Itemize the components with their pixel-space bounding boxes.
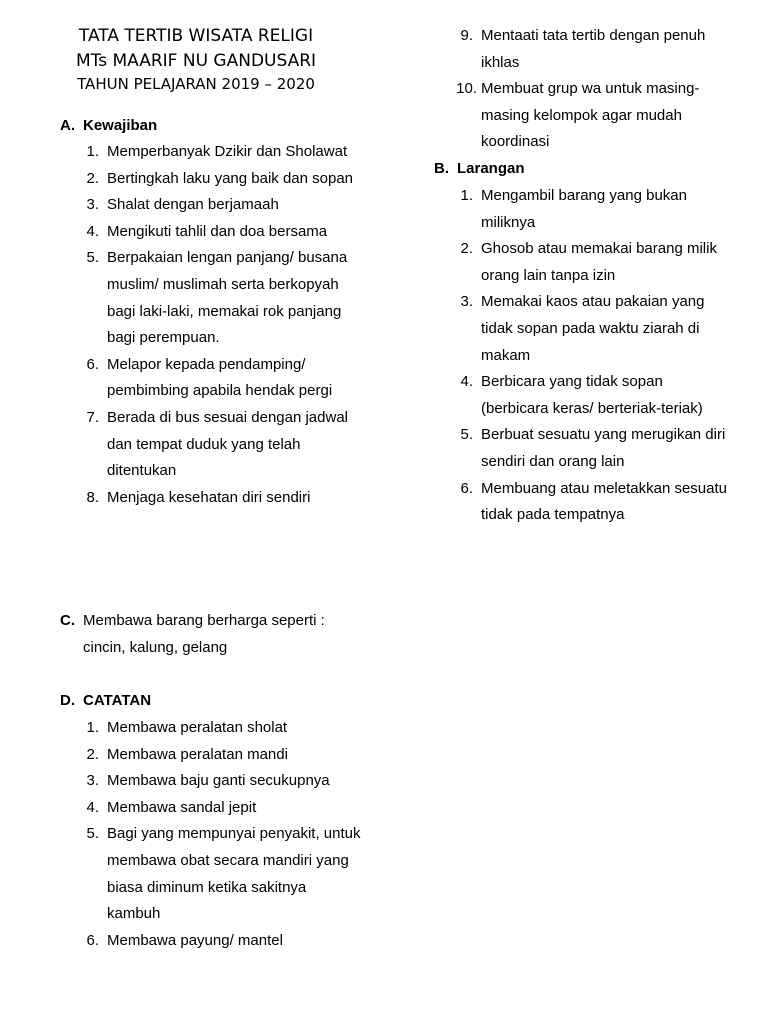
section-d-title: CATATAN — [83, 692, 152, 709]
item-number: 6. — [460, 479, 473, 497]
item-text: Bertingkah laku yang baik dan sopan — [107, 169, 354, 187]
item-number: 5. — [460, 426, 473, 444]
list-item — [83, 821, 363, 927]
list-item — [83, 139, 368, 166]
academic-year: TAHUN PELAJARAN 2019 – 2020 — [77, 75, 315, 93]
item-text: Membuang atau meletakkan sesuatu tidak pada tempatnya — [481, 479, 727, 524]
item-text: Memakai kaos atau pakaian yang tidak sopan pada waktu ziarah di makam — [481, 293, 705, 364]
item-text: Mengambil barang yang bukan miliknya — [481, 187, 687, 231]
item-number: 6. — [86, 931, 99, 949]
section-c-text: Membawa barang berharga seperti : cincin, kalung, gelang — [83, 612, 325, 656]
item-number: 2. — [86, 745, 99, 763]
item-number: 4. — [86, 798, 99, 816]
item-number: 3. — [86, 772, 99, 790]
section-b-list — [457, 183, 732, 529]
item-text: Memperbanyak Dzikir dan Sholawat — [107, 143, 348, 160]
item-text: Membawa payung/ mantel — [107, 931, 283, 949]
list-item — [83, 715, 363, 742]
list-item — [457, 476, 732, 529]
item-number: 6. — [86, 355, 99, 373]
item-number: 10. — [456, 80, 477, 98]
section-b-heading — [434, 156, 525, 183]
item-text: Bagi yang mempunyai penyakit, untuk membawa obat secara mandiri yang biasa diminum ketika sakitnya kambuh — [107, 825, 361, 923]
list-item — [457, 76, 719, 156]
section-b-title: Larangan — [457, 160, 525, 177]
list-item — [83, 219, 368, 246]
list-item — [83, 166, 368, 193]
item-number: 9. — [460, 27, 473, 44]
item-text: Membawa sandal jepit — [107, 798, 257, 816]
item-text: Berbuat sesuatu yang merugikan diri sendiri dan orang lain — [481, 426, 726, 470]
item-number: 1. — [86, 719, 99, 736]
item-number: 4. — [460, 373, 473, 391]
section-a-title: Kewajiban — [83, 117, 158, 134]
item-number: 4. — [86, 222, 99, 240]
list-item — [457, 369, 732, 422]
item-text: Ghosob atau memakai barang milik orang lain tanpa izin — [481, 240, 717, 284]
item-text: Membawa baju ganti secukupnya — [107, 772, 330, 790]
item-text: Mengikuti tahlil dan doa bersama — [107, 222, 328, 240]
section-a-letter: A. — [60, 117, 75, 134]
section-d-letter: D. — [60, 692, 75, 709]
item-number: 2. — [460, 240, 473, 258]
list-item — [457, 23, 719, 76]
list-item — [83, 192, 368, 219]
section-b-letter: B. — [434, 160, 449, 177]
item-number: 3. — [86, 196, 99, 214]
item-number: 5. — [86, 249, 99, 267]
section-c — [60, 608, 353, 661]
list-item — [83, 245, 368, 351]
list-item — [83, 405, 368, 485]
item-text: Mentaati tata tertib dengan penuh ikhlas — [481, 27, 706, 71]
item-number: 7. — [86, 408, 99, 426]
list-item — [83, 768, 363, 795]
item-text: Membawa peralatan mandi — [107, 745, 288, 763]
item-text: Membawa peralatan sholat — [107, 719, 288, 736]
item-number: 1. — [460, 187, 473, 204]
list-item — [457, 183, 732, 236]
section-a-list-continued — [457, 23, 719, 156]
list-item — [457, 236, 732, 289]
item-text: Shalat dengan berjamaah — [107, 196, 279, 214]
list-item — [83, 485, 368, 512]
school-name: MTs MAARIF NU GANDUSARI — [75, 51, 317, 71]
section-c-letter: C. — [60, 612, 75, 629]
list-item — [83, 928, 363, 955]
section-a-heading — [60, 113, 157, 140]
item-text: Berbicara yang tidak sopan (berbicara keras/ berteriak-teriak) — [481, 373, 703, 417]
list-item — [83, 795, 363, 822]
item-number: 8. — [86, 488, 99, 506]
list-item — [457, 422, 732, 475]
list-item — [457, 289, 732, 369]
item-text: Berpakaian lengan panjang/ busana muslim/ muslimah serta berkopyah bagi laki-laki, memakai rok panjang bagi perempuan. — [107, 249, 348, 347]
item-number: 3. — [460, 293, 473, 311]
item-number: 5. — [86, 825, 99, 843]
document-title: TATA TERTIB WISATA RELIGI — [78, 26, 314, 46]
item-text: Menjaga kesehatan diri sendiri — [107, 488, 311, 506]
item-text: Melapor kepada pendamping/ pembimbing apabila hendak pergi — [107, 355, 333, 400]
section-d-heading — [60, 688, 151, 715]
item-number: 2. — [86, 169, 99, 187]
section-a-list — [83, 139, 368, 511]
item-text: Membuat grup wa untuk masing-masing kelompok agar mudah koordinasi — [481, 80, 700, 151]
item-number: 1. — [86, 143, 99, 160]
list-item — [83, 742, 363, 769]
list-item — [83, 352, 368, 405]
item-text: Berada di bus sesuai dengan jadwal dan tempat duduk yang telah ditentukan — [107, 408, 349, 480]
section-d-list — [83, 715, 363, 954]
